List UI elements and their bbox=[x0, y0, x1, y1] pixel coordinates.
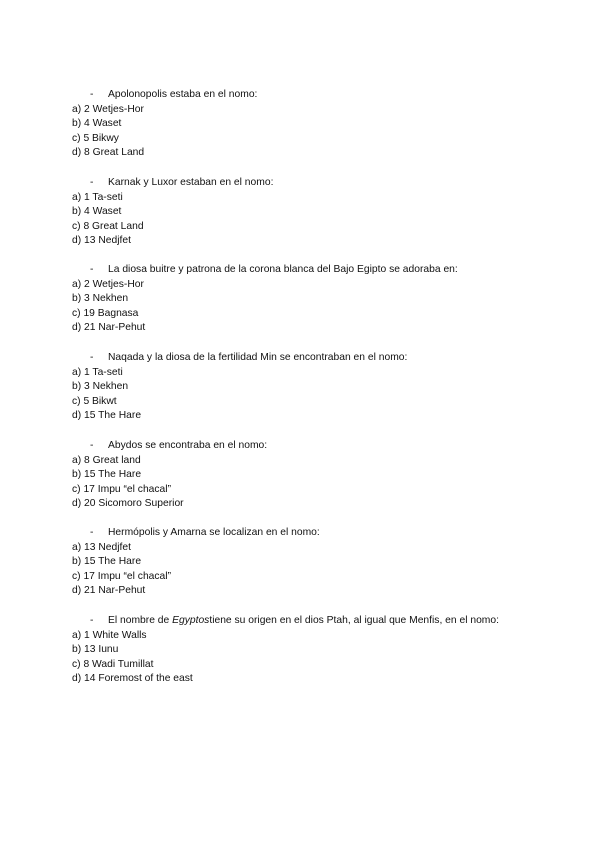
option-a: a) 8 Great land bbox=[72, 454, 141, 466]
stem-text-before: El nombre de bbox=[108, 615, 173, 626]
question-stem bbox=[72, 526, 522, 541]
bullet-dash: - bbox=[90, 615, 94, 626]
option-a: a) 2 Wetjes-Hor bbox=[72, 103, 144, 115]
question-4 bbox=[72, 351, 522, 424]
option-b: b) 3 Nekhen bbox=[72, 381, 129, 393]
option-c: c) 8 Great Land bbox=[72, 220, 144, 232]
option-d: d) 20 Sicomoro Superior bbox=[72, 498, 184, 510]
question-stem bbox=[72, 351, 522, 366]
bullet-dash: - bbox=[90, 89, 94, 100]
question-text: Abydos se encontraba en el nomo: bbox=[108, 440, 268, 451]
option-d: d) 8 Great Land bbox=[72, 147, 145, 159]
option-c: c) 5 Bikwy bbox=[72, 132, 119, 144]
question-text: Hermópolis y Amarna se localizan en el nomo: bbox=[108, 527, 320, 538]
option-d: d) 21 Nar-Pehut bbox=[72, 585, 146, 597]
option-d: d) 14 Foremost of the east bbox=[72, 673, 193, 685]
question-2 bbox=[72, 176, 522, 249]
option-b: b) 4 Waset bbox=[72, 206, 122, 218]
option-a: a) 1 White Walls bbox=[72, 629, 147, 641]
option-d: d) 13 Nedjfet bbox=[72, 235, 131, 247]
question-1 bbox=[72, 88, 522, 161]
option-a: a) 1 Ta-seti bbox=[72, 191, 123, 203]
question-text: Apolonopolis estaba en el nomo: bbox=[108, 89, 258, 100]
question-stem bbox=[72, 263, 522, 278]
option-b: b) 4 Waset bbox=[72, 118, 122, 130]
stem-text-after: tiene su origen en el dios Ptah, al igual que Menfis, en el nomo: bbox=[209, 615, 499, 626]
question-stem bbox=[72, 88, 522, 103]
bullet-dash: - bbox=[90, 440, 94, 451]
option-d: d) 21 Nar-Pehut bbox=[72, 322, 146, 334]
option-a: a) 1 Ta-seti bbox=[72, 366, 123, 378]
option-b: b) 15 The Hare bbox=[72, 469, 142, 481]
option-b: b) 13 Iunu bbox=[72, 644, 119, 656]
question-text: Karnak y Luxor estaban en el nomo: bbox=[108, 177, 274, 188]
option-c: c) 8 Wadi Tumillat bbox=[72, 658, 154, 670]
question-stem bbox=[72, 176, 522, 191]
question-text: La diosa buitre y patrona de la corona blanca del Bajo Egipto se adoraba en: bbox=[108, 264, 458, 275]
question-stem bbox=[72, 614, 522, 629]
stem-text-italic: Egyptos bbox=[172, 615, 210, 626]
bullet-dash: - bbox=[90, 352, 94, 363]
option-a: a) 13 Nedjfet bbox=[72, 541, 131, 553]
option-a: a) 2 Wetjes-Hor bbox=[72, 278, 144, 290]
question-3 bbox=[72, 263, 522, 336]
option-c: c) 17 Impu “el chacal” bbox=[72, 570, 172, 582]
option-c: c) 5 Bikwt bbox=[72, 395, 117, 407]
bullet-dash: - bbox=[90, 264, 94, 275]
option-b: b) 15 The Hare bbox=[72, 556, 142, 568]
question-5 bbox=[72, 439, 522, 512]
question-6 bbox=[72, 526, 522, 599]
option-c: c) 19 Bagnasa bbox=[72, 307, 139, 319]
bullet-dash: - bbox=[90, 177, 94, 188]
question-text: Naqada y la diosa de la fertilidad Min se encontraban en el nomo: bbox=[108, 352, 408, 363]
option-b: b) 3 Nekhen bbox=[72, 293, 129, 305]
question-stem bbox=[72, 439, 522, 454]
question-7 bbox=[72, 614, 522, 687]
option-c: c) 17 Impu “el chacal” bbox=[72, 483, 172, 495]
option-d: d) 15 The Hare bbox=[72, 410, 142, 422]
question-text bbox=[108, 614, 522, 629]
bullet-dash: - bbox=[90, 527, 94, 538]
